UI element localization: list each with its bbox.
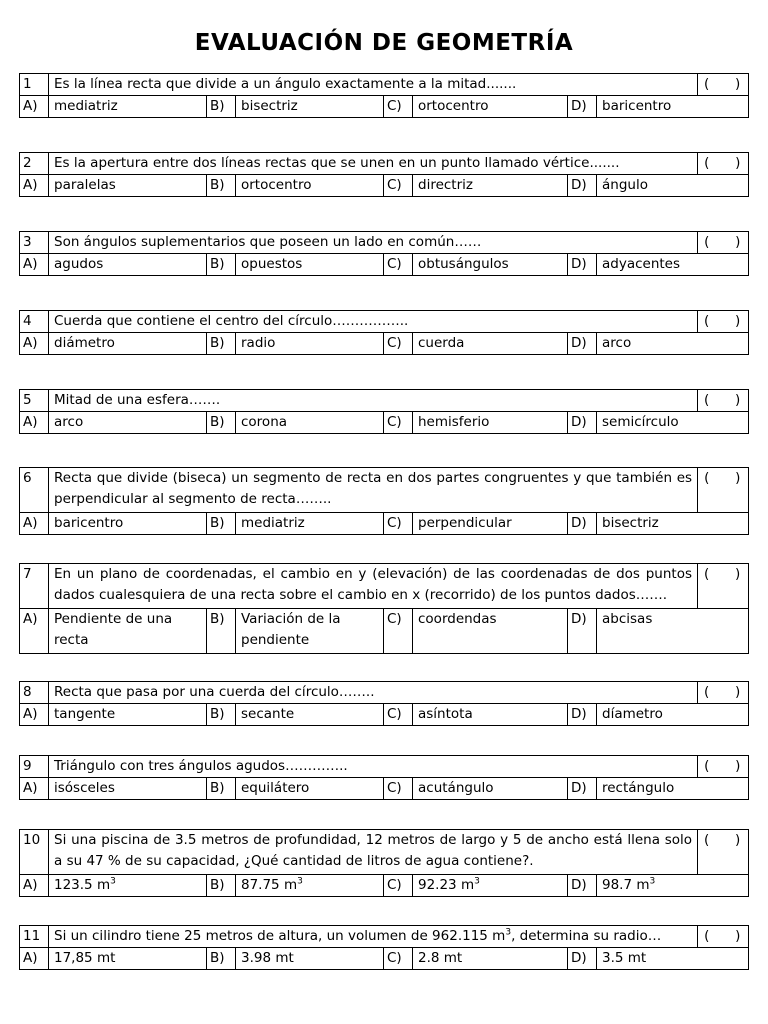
question-text: Recta que pasa por una cuerda del círculo…….. <box>49 682 698 704</box>
option-letter: C) <box>384 875 413 897</box>
option-label: arco <box>54 414 84 430</box>
option-text[interactable] <box>413 412 568 434</box>
option-label: equilátero <box>241 780 310 796</box>
option-text[interactable] <box>236 609 384 654</box>
option-text[interactable] <box>236 875 384 897</box>
question-9 <box>19 755 749 800</box>
option-text[interactable] <box>597 254 749 276</box>
option-text[interactable] <box>49 254 207 276</box>
option-text[interactable] <box>413 96 568 118</box>
option-label: rectángulo <box>602 780 675 796</box>
option-letter: A) <box>20 254 49 276</box>
exponent: 3 <box>505 927 512 938</box>
option-text[interactable] <box>413 333 568 355</box>
option-label: bisectriz <box>241 98 298 114</box>
question-8 <box>19 681 749 726</box>
option-label: 17,85 mt <box>54 950 116 966</box>
option-text[interactable] <box>236 254 384 276</box>
question-text: Recta que divide (biseca) un segmento de recta en dos partes congruentes y que también es perpendicular al segmento de recta…….. <box>49 468 698 513</box>
question-number: 11 <box>20 926 49 948</box>
question-10 <box>19 829 749 897</box>
question-number: 1 <box>20 74 49 96</box>
option-letter: A) <box>20 333 49 355</box>
option-text[interactable] <box>413 948 568 970</box>
option-label: Variación de la pendiente <box>241 611 341 648</box>
option-label: cuerda <box>418 335 465 351</box>
option-letter: B) <box>207 704 236 726</box>
option-label: hemisferio <box>418 414 490 430</box>
option-label: bisectriz <box>602 515 659 531</box>
option-letter: A) <box>20 175 49 197</box>
answer-blank[interactable]: ( ) <box>698 926 749 948</box>
option-text[interactable] <box>236 412 384 434</box>
option-label: abcisas <box>602 611 653 627</box>
question-number: 2 <box>20 153 49 175</box>
option-text[interactable] <box>49 96 207 118</box>
page-title: EVALUACIÓN DE GEOMETRÍA <box>194 30 574 56</box>
option-label: 2.8 mt <box>418 950 463 966</box>
answer-blank[interactable]: ( ) <box>698 756 749 778</box>
option-label: isósceles <box>54 780 115 796</box>
option-text[interactable] <box>236 704 384 726</box>
option-letter: A) <box>20 948 49 970</box>
option-letter: D) <box>568 513 597 535</box>
option-letter: A) <box>20 778 49 800</box>
answer-blank[interactable]: ( ) <box>698 564 749 609</box>
answer-blank[interactable]: ( ) <box>698 682 749 704</box>
option-letter: B) <box>207 875 236 897</box>
option-text[interactable] <box>236 948 384 970</box>
question-text-part: Si un cilindro tiene 25 metros de altura, un volumen de 962.115 m <box>54 928 506 944</box>
option-text[interactable] <box>49 948 207 970</box>
option-text[interactable] <box>413 513 568 535</box>
option-letter: C) <box>384 333 413 355</box>
option-text[interactable] <box>597 333 749 355</box>
option-text[interactable] <box>49 704 207 726</box>
option-text[interactable] <box>597 875 749 897</box>
question-11 <box>19 925 749 970</box>
option-label: 3.5 mt <box>602 950 647 966</box>
option-label: corona <box>241 414 288 430</box>
option-letter: D) <box>568 948 597 970</box>
option-text[interactable] <box>49 175 207 197</box>
option-text[interactable] <box>49 412 207 434</box>
option-label: opuestos <box>241 256 303 272</box>
option-text[interactable] <box>236 96 384 118</box>
option-label: diámetro <box>54 335 115 351</box>
option-letter: C) <box>384 948 413 970</box>
question-number: 3 <box>20 232 49 254</box>
option-letter: D) <box>568 333 597 355</box>
option-label: tangente <box>54 706 116 722</box>
question-2 <box>19 152 749 197</box>
question-number: 4 <box>20 311 49 333</box>
option-letter: A) <box>20 704 49 726</box>
option-letter: C) <box>384 412 413 434</box>
question-7 <box>19 563 749 654</box>
option-text[interactable] <box>236 333 384 355</box>
option-letter: B) <box>207 948 236 970</box>
option-label: paralelas <box>54 177 116 193</box>
question-number: 5 <box>20 390 49 412</box>
option-text[interactable] <box>49 609 207 654</box>
option-text[interactable] <box>413 254 568 276</box>
question-text-part: , determina su radio… <box>511 928 662 944</box>
question-3 <box>19 231 749 276</box>
option-letter: B) <box>207 778 236 800</box>
option-text[interactable] <box>413 875 568 897</box>
option-letter: C) <box>384 778 413 800</box>
answer-blank[interactable]: ( ) <box>698 830 749 875</box>
option-label: coordendas <box>418 611 497 627</box>
option-label: ortocentro <box>241 177 312 193</box>
question-text <box>49 926 698 948</box>
option-text[interactable] <box>236 778 384 800</box>
exponent: 3 <box>110 876 116 887</box>
option-label: 3.98 mt <box>241 950 294 966</box>
option-letter: D) <box>568 412 597 434</box>
option-label: directriz <box>418 177 473 193</box>
exponent: 3 <box>474 876 480 887</box>
option-label: 87.75 m <box>241 877 298 893</box>
option-letter: D) <box>568 778 597 800</box>
exponent: 3 <box>649 876 656 887</box>
option-letter: D) <box>568 96 597 118</box>
answer-blank[interactable]: ( ) <box>698 232 749 254</box>
question-text: Cuerda que contiene el centro del círculo…………….. <box>49 311 698 333</box>
option-label: ortocentro <box>418 98 489 114</box>
question-number: 7 <box>20 564 49 609</box>
option-label: ángulo <box>602 177 648 193</box>
option-letter: C) <box>384 96 413 118</box>
option-text[interactable] <box>597 412 749 434</box>
option-label: Pendiente de una recta <box>54 611 173 648</box>
option-text[interactable] <box>413 704 568 726</box>
answer-blank[interactable]: ( ) <box>698 153 749 175</box>
option-letter: D) <box>568 175 597 197</box>
question-text: Es la apertura entre dos líneas rectas que se unen en un punto llamado vértice....... <box>49 153 698 175</box>
question-1 <box>19 73 749 118</box>
option-letter: A) <box>20 412 49 434</box>
option-label: asíntota <box>418 706 473 722</box>
option-label: acutángulo <box>418 780 494 796</box>
exponent: 3 <box>297 876 303 887</box>
option-letter: D) <box>568 875 597 897</box>
option-letter: D) <box>568 609 597 654</box>
option-label: díametro <box>602 706 663 722</box>
option-letter: B) <box>207 175 236 197</box>
option-label: mediatriz <box>241 515 305 531</box>
option-text[interactable] <box>49 778 207 800</box>
question-text: En un plano de coordenadas, el cambio en y (elevación) de las coordenadas de dos puntos dados cualesquiera de una recta sobre el cambio en x (recorrido) de los puntos dados……. <box>49 564 698 609</box>
option-text[interactable] <box>597 704 749 726</box>
option-text[interactable] <box>413 175 568 197</box>
option-label: adyacentes <box>602 256 681 272</box>
option-letter: B) <box>207 254 236 276</box>
option-text[interactable] <box>597 96 749 118</box>
option-label: semicírculo <box>602 414 679 430</box>
question-number: 9 <box>20 756 49 778</box>
option-letter: A) <box>20 513 49 535</box>
question-4 <box>19 310 749 355</box>
question-text: Triángulo con tres ángulos agudos………….. <box>49 756 698 778</box>
option-text[interactable] <box>597 513 749 535</box>
option-letter: B) <box>207 96 236 118</box>
question-6 <box>19 467 749 535</box>
option-label: arco <box>602 335 632 351</box>
answer-blank[interactable]: ( ) <box>698 468 749 513</box>
option-letter: D) <box>568 704 597 726</box>
option-label: 92.23 m <box>418 877 475 893</box>
option-text[interactable] <box>413 609 568 654</box>
option-text[interactable] <box>49 875 207 897</box>
option-letter: B) <box>207 412 236 434</box>
option-label: 98.7 m <box>602 877 650 893</box>
answer-blank[interactable]: ( ) <box>698 390 749 412</box>
option-label: baricentro <box>54 515 124 531</box>
question-number: 6 <box>20 468 49 513</box>
answer-blank[interactable]: ( ) <box>698 74 749 96</box>
option-text[interactable] <box>236 513 384 535</box>
option-text[interactable] <box>49 333 207 355</box>
question-text: Son ángulos suplementarios que poseen un lado en común…… <box>49 232 698 254</box>
question-text: Si una piscina de 3.5 metros de profundidad, 12 metros de largo y 5 de ancho está llena solo a su 47 % de su capacidad, ¿Qué cantidad de litros de agua contiene?. <box>49 830 698 875</box>
option-text[interactable] <box>413 778 568 800</box>
option-label: baricentro <box>602 98 672 114</box>
option-letter: A) <box>20 96 49 118</box>
option-letter: B) <box>207 513 236 535</box>
option-text[interactable] <box>597 609 749 654</box>
option-letter: C) <box>384 175 413 197</box>
option-label: obtusángulos <box>418 256 509 272</box>
option-letter: B) <box>207 333 236 355</box>
option-label: 123.5 m <box>54 877 111 893</box>
question-text: Mitad de una esfera……. <box>49 390 698 412</box>
option-text[interactable] <box>236 175 384 197</box>
option-letter: B) <box>207 609 236 654</box>
option-text[interactable] <box>597 778 749 800</box>
option-text[interactable] <box>597 175 749 197</box>
option-text[interactable] <box>597 948 749 970</box>
question-number: 8 <box>20 682 49 704</box>
option-letter: C) <box>384 513 413 535</box>
option-label: secante <box>241 706 295 722</box>
option-letter: C) <box>384 704 413 726</box>
question-5 <box>19 389 749 434</box>
option-label: radio <box>241 335 276 351</box>
option-text[interactable] <box>49 513 207 535</box>
option-label: agudos <box>54 256 104 272</box>
answer-blank[interactable]: ( ) <box>698 311 749 333</box>
option-letter: C) <box>384 254 413 276</box>
option-label: perpendicular <box>418 515 512 531</box>
option-letter: D) <box>568 254 597 276</box>
option-letter: A) <box>20 609 49 654</box>
option-label: mediatriz <box>54 98 118 114</box>
option-letter: A) <box>20 875 49 897</box>
question-text: Es la línea recta que divide a un ángulo exactamente a la mitad....... <box>49 74 698 96</box>
option-letter: C) <box>384 609 413 654</box>
question-number: 10 <box>20 830 49 875</box>
